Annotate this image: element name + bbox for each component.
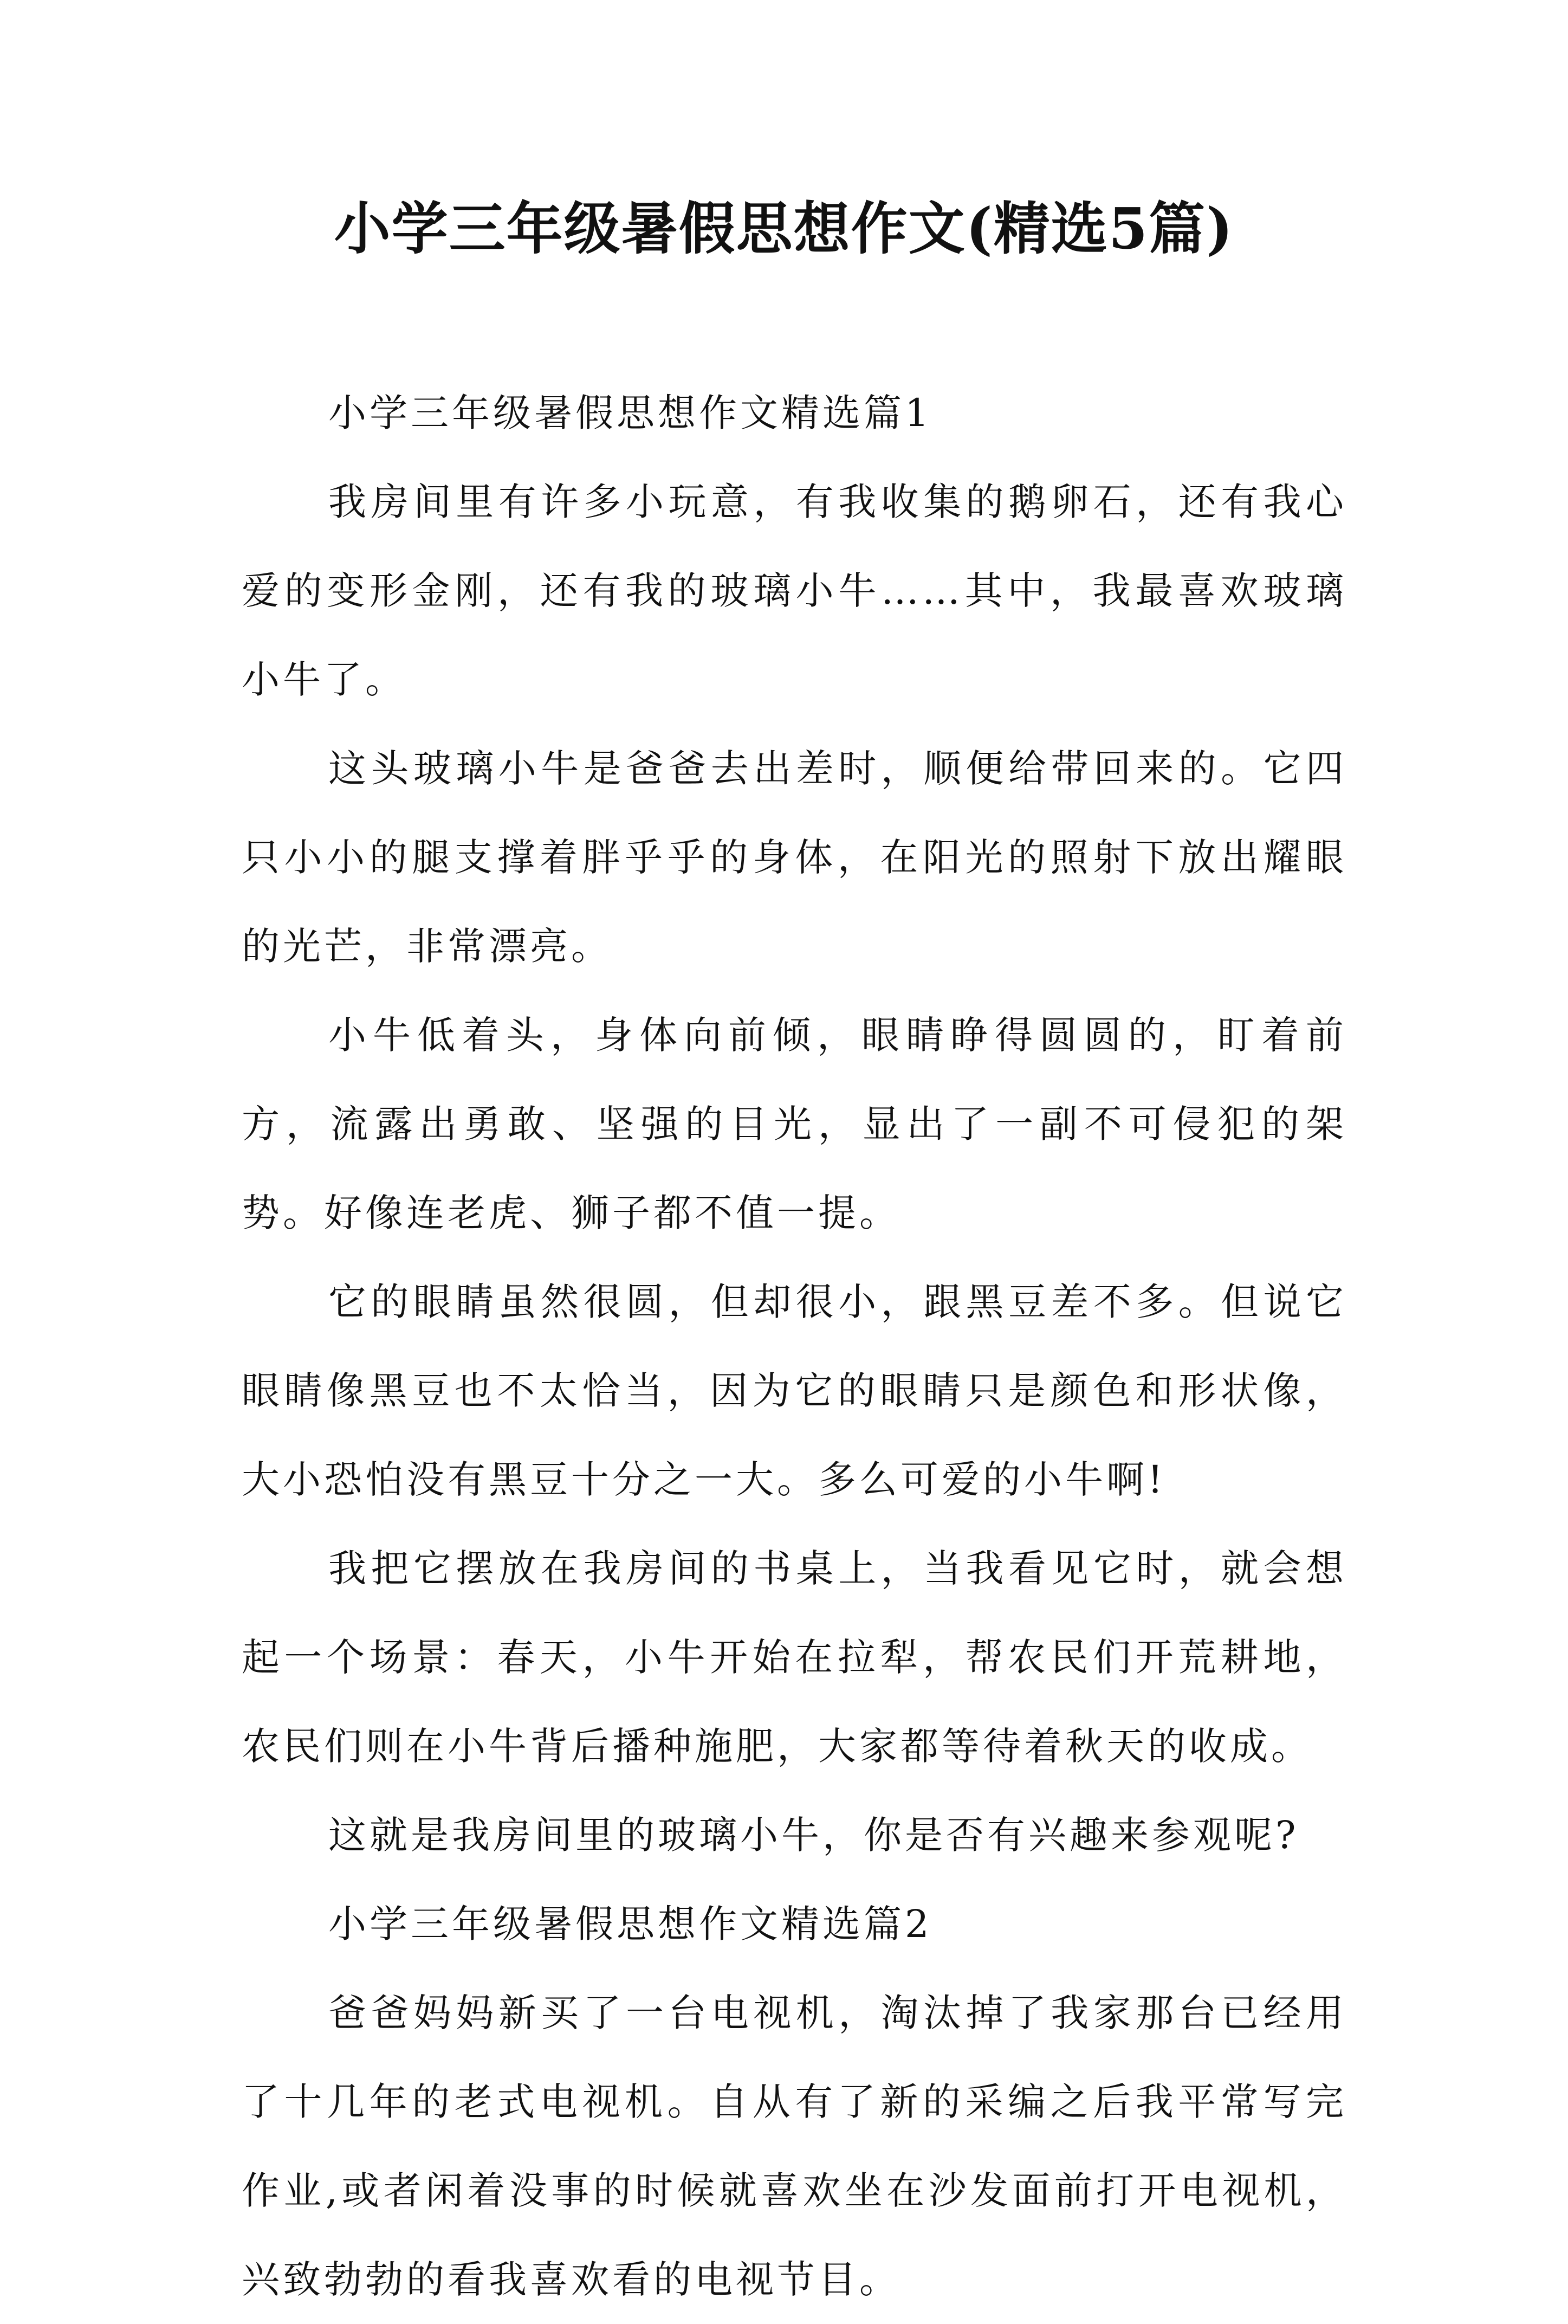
document-body	[242, 369, 1347, 2324]
paragraph: 这头玻璃小牛是爸爸去出差时，顺便给带回来的。它四只小小的腿支撑着胖乎乎的身体，在阳光的照射下放出耀眼的光芒，非常漂亮。	[242, 746, 1347, 969]
paragraph: 小牛低着头，身体向前倾，眼睛睁得圆圆的，盯着前方，流露出勇敢、坚强的目光，显出了一副不可侵犯的架势。好像连老虎、狮子都不值一提。	[242, 1013, 1347, 1235]
section-heading-2: 小学三年级暑假思想作文精选篇2	[328, 1902, 932, 1946]
section-heading-1: 小学三年级暑假思想作文精选篇1	[328, 391, 932, 435]
document-title: 小学三年级暑假思想作文(精选5篇)	[334, 195, 1234, 262]
paragraph: 我把它摆放在我房间的书桌上，当我看见它时，就会想起一个场景：春天，小牛开始在拉犁，帮农民们开荒耕地，农民们则在小牛背后播种施肥，大家都等待着秋天的收成。	[242, 1546, 1347, 1768]
paragraph: 爸爸妈妈新买了一台电视机，淘汰掉了我家那台已经用了十几年的老式电视机。自从有了新的采编之后我平常写完作业,或者闲着没事的时候就喜欢坐在沙发面前打开电视机，兴致勃勃的看我喜欢看的电视节目。	[242, 1991, 1347, 2302]
paragraph: 这就是我房间里的玻璃小牛，你是否有兴趣来参观呢?	[328, 1813, 1299, 1857]
paragraph: 它的眼睛虽然很圆，但却很小，跟黑豆差不多。但说它眼睛像黑豆也不太恰当，因为它的眼睛只是颜色和形状像，大小恐怕没有黑豆十分之一大。多么可爱的小牛啊!	[242, 1280, 1347, 1502]
paragraph: 我房间里有许多小玩意，有我收集的鹅卵石，还有我心爱的变形金刚，还有我的玻璃小牛……其中，我最喜欢玻璃小牛了。	[242, 480, 1347, 702]
